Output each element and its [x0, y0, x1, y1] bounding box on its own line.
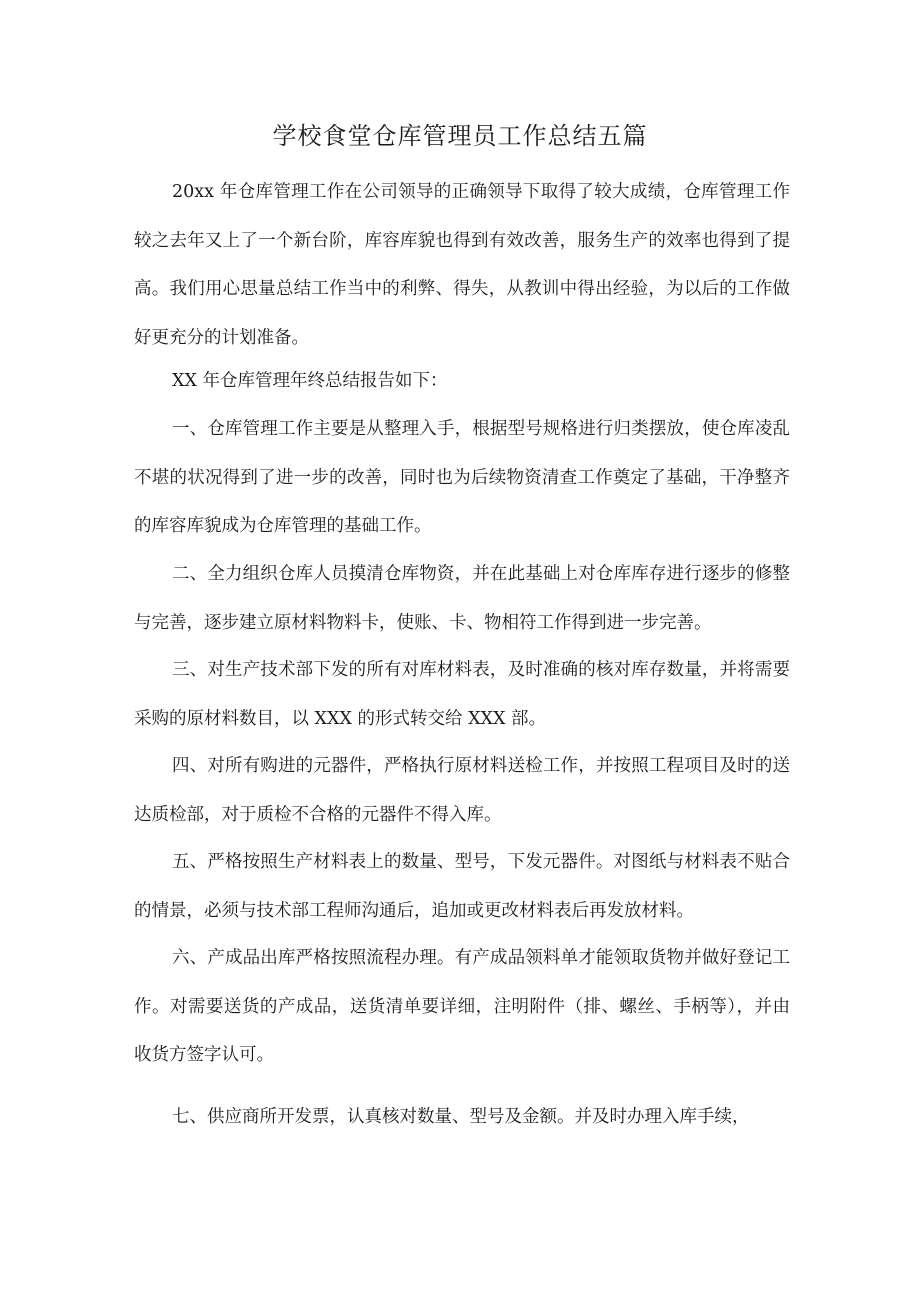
paragraph-item-1: 一、仓库管理工作主要是从整理入手，根据型号规格进行归类摆放，使仓库凌乱不堪的状况得到了进一步的改善，同时也为后续物资清查工作奠定了基础，干净整齐的库容库貌成为仓库管理的基础工作。 — [134, 419, 790, 536]
paragraph-item-5: 五、严格按照生产材料表上的数量、型号，下发元器件。对图纸与材料表不贴合的情景，必须与技术部工程师沟通后，追加或更改材料表后再发放材料。 — [134, 852, 790, 921]
paragraph-item-2: 二、全力组织仓库人员摸清仓库物资，并在此基础上对仓库库存进行逐步的修整与完善，逐步建立原材料物料卡，使账、卡、物相符工作得到进一步完善。 — [134, 564, 790, 633]
paragraph-report-heading: XX 年仓库管理年终总结报告如下： — [172, 371, 448, 391]
paragraph-item-7: 七、供应商所开发票，认真核对数量、型号及金额。并及时办理入库手续， — [172, 1107, 750, 1127]
paragraph-item-3: 三、对生产技术部下发的所有对库材料表，及时准确的核对库存数量，并将需要采购的原材料数目，以 XXX 的形式转交给 XXX 部。 — [134, 660, 790, 729]
paragraph-item-6: 六、产成品出库严格按照流程办理。有产成品领料单才能领取货物并做好登记工作。对需要送货的产成品，送货清单要详细，注明附件（排、螺丝、手柄等），并由收货方签字认可。 — [134, 948, 790, 1065]
paragraph-item-4: 四、对所有购进的元器件，严格执行原材料送检工作，并按照工程项目及时的送达质检部，对于质检不合格的元器件不得入库。 — [134, 756, 790, 825]
paragraph-intro: 20xx 年仓库管理工作在公司领导的正确领导下取得了较大成绩，仓库管理工作较之去年又上了一个新台阶，库容库貌也得到有效改善，服务生产的效率也得到了提高。我们用心思量总结工作当中的利弊、得失，从教训中得出经验，为以后的工作做好更充分的计划准备。 — [134, 182, 790, 348]
document-title: 学校食堂仓库管理员工作总结五篇 — [272, 122, 648, 150]
